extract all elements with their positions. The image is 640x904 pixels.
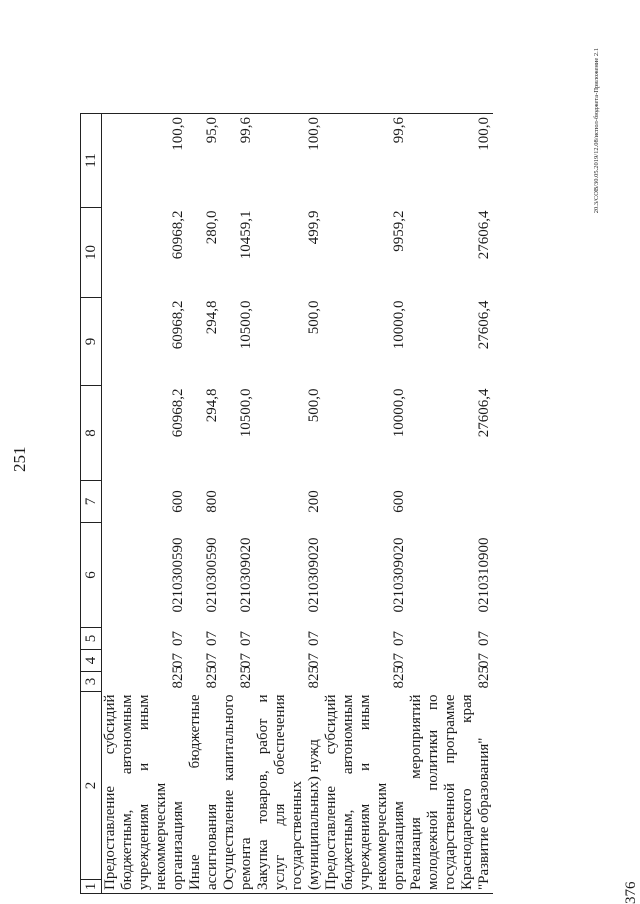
column-header: 2	[81, 692, 102, 880]
row-name: Предоставление субсидий бюджетным, автономным учреждениям и иным некоммерческим организациям	[102, 692, 188, 894]
expense-type: 600	[170, 490, 186, 513]
ministry-code: 825	[306, 666, 322, 689]
column-header: 9	[81, 298, 102, 386]
page-number: 251	[10, 446, 29, 472]
subsection-code: 07	[306, 631, 322, 646]
target-code: 0210300590	[170, 537, 186, 613]
subsection-code: 07	[170, 631, 186, 646]
table-row	[221, 114, 255, 894]
section-code: 07	[170, 653, 186, 668]
plan-value: 10000,0	[391, 388, 407, 438]
ministry-code: 825	[238, 666, 254, 689]
expense-type: 200	[306, 490, 322, 513]
row-name: Предоставление субсидий бюджетным, автономным учреждениям и иным некоммерческим организациям	[323, 692, 408, 894]
budget-table	[80, 113, 493, 894]
section-code: 07	[476, 653, 492, 668]
plan-value: 10500,0	[238, 388, 254, 438]
refined-value: 60968,2	[170, 300, 186, 350]
executed-value: 27606,4	[476, 210, 492, 260]
table-row	[187, 114, 221, 894]
percent-value: 100,0	[408, 114, 493, 208]
target-code: 0210309020	[306, 537, 322, 613]
expense-type: 600	[391, 490, 407, 513]
executed-value: 280,0	[204, 210, 220, 245]
subsection-code: 07	[238, 631, 254, 646]
column-header: 1	[81, 880, 102, 894]
document-code: 20.3/СОВ/30.05.2019/12.08/испол-бюджета-Приложение 2.1	[593, 48, 600, 214]
section-code: 07	[306, 653, 322, 668]
column-header: 4	[81, 650, 102, 672]
table-row	[408, 114, 493, 894]
column-number-row	[81, 114, 102, 894]
row-name: Реализация мероприятий молодежной политики по государственной программе Краснодарского края "Развитие образования"	[408, 692, 493, 894]
column-header: 5	[81, 628, 102, 650]
section-code: 07	[238, 653, 254, 668]
section-code: 07	[391, 653, 407, 668]
plan-value: 500,0	[306, 388, 322, 423]
row-name: Закупка товаров, работ и услуг для обеспечения государственных (муниципальных) нужд	[255, 692, 323, 894]
column-header: 3	[81, 672, 102, 692]
footer-page-number: 376	[623, 881, 639, 904]
section-code: 07	[204, 653, 220, 668]
target-code: 0210300590	[204, 537, 220, 613]
column-header: 6	[81, 523, 102, 628]
plan-value: 60968,2	[170, 388, 186, 438]
executed-value: 9959,2	[391, 210, 407, 252]
percent-value: 100,0	[255, 114, 323, 208]
refined-value: 27606,4	[476, 300, 492, 350]
table-row	[323, 114, 408, 894]
refined-value: 10500,0	[238, 300, 254, 350]
percent-value: 95,0	[187, 114, 221, 208]
target-code: 0210309020	[391, 537, 407, 613]
expense-type	[408, 481, 493, 523]
plan-value: 27606,4	[476, 388, 492, 438]
ministry-code: 825	[391, 666, 407, 689]
ministry-code: 825	[204, 666, 220, 689]
executed-value: 10459,1	[238, 210, 254, 260]
row-name: Осуществление капитального ремонта	[221, 692, 255, 894]
plan-value: 294,8	[204, 388, 220, 423]
refined-value: 294,8	[204, 300, 220, 335]
column-header: 10	[81, 208, 102, 298]
subsection-code: 07	[476, 631, 492, 646]
executed-value: 499,9	[306, 210, 322, 245]
column-header: 7	[81, 481, 102, 523]
subsection-code: 07	[204, 631, 220, 646]
subsection-code: 07	[391, 631, 407, 646]
target-code: 0210310900	[476, 537, 492, 613]
table-row	[102, 114, 188, 894]
ministry-code: 825	[476, 666, 492, 689]
percent-value: 99,6	[221, 114, 255, 208]
ministry-code: 825	[170, 666, 186, 689]
column-header: 11	[81, 114, 102, 208]
target-code: 0210309020	[238, 537, 254, 613]
expense-type: 800	[204, 490, 220, 513]
table-row	[255, 114, 323, 894]
percent-value: 100,0	[102, 114, 188, 208]
expense-type	[221, 481, 255, 523]
refined-value: 500,0	[306, 300, 322, 335]
row-name: Иные бюджетные ассигнования	[187, 692, 221, 894]
refined-value: 10000,0	[391, 300, 407, 350]
executed-value: 60968,2	[170, 210, 186, 260]
percent-value: 99,6	[323, 114, 408, 208]
column-header: 8	[81, 386, 102, 481]
